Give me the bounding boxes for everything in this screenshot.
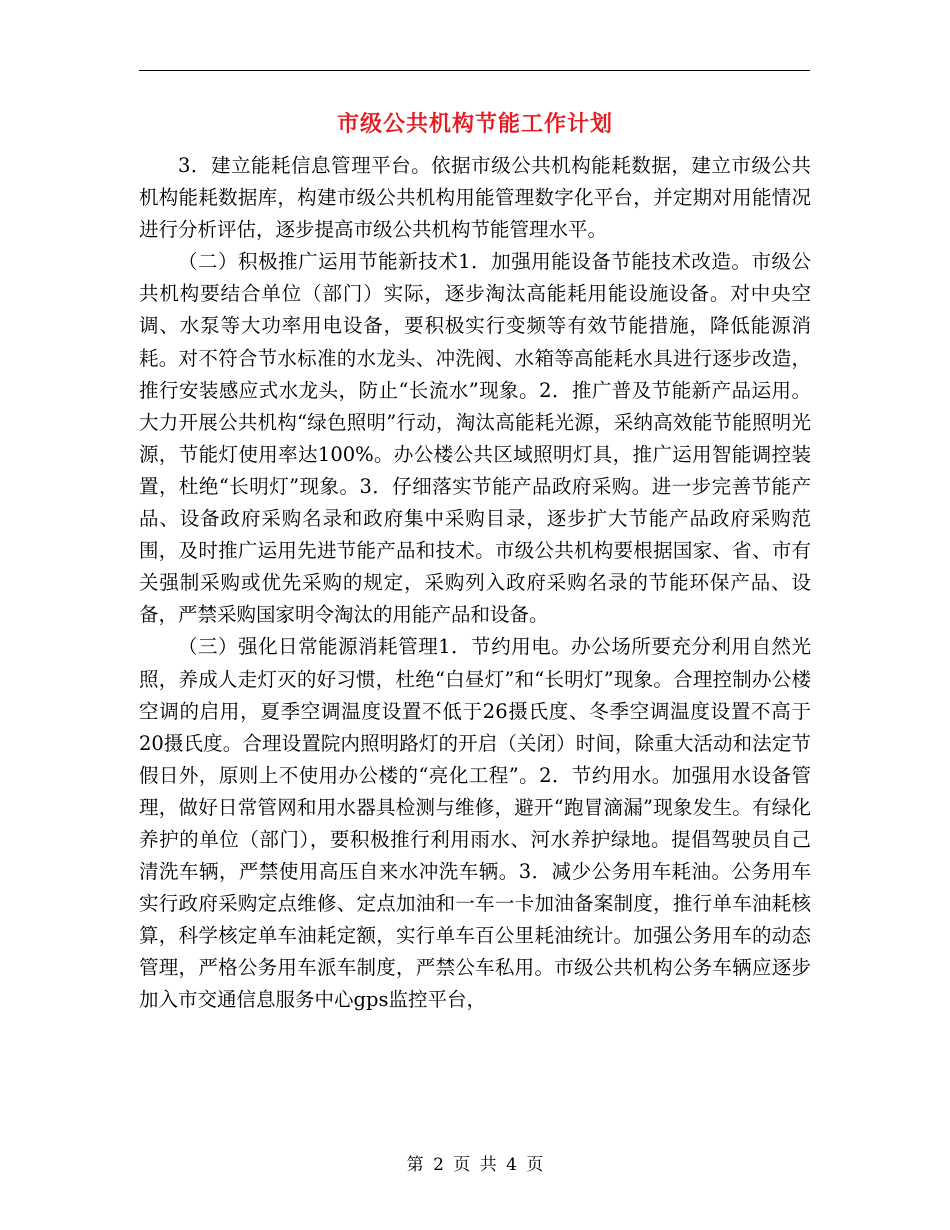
header-rule xyxy=(139,70,810,71)
paragraph-daily-management: （三）强化日常能源消耗管理1．节约用电。办公场所要充分利用自然光照，养成人走灯灭的好习惯，杜绝“白昼灯”和“长明灯”现象。合理控制办公楼空调的启用，夏季空调温度设置不低于26摄氏度、冬季空调温度设置不高于20摄氏度。合理设置院内照明路灯的开启（关闭）时间，除重大活动和法定节假日外，原则上不使用办公楼的“亮化工程”。2．节约用水。加强用水设备管理，做好日常管网和用水器具检测与维修，避开“跑冒滴漏”现象发生。有绿化养护的单位（部门），要积极推行利用雨水、河水养护绿地。提倡驾驶员自己清洗车辆，严禁使用高压自来水冲洗车辆。3．减少公务用车耗油。公务用车实行政府采购定点维修、定点加油和一车一卡加油备案制度，推行单车油耗核算，科学核定单车油耗定额，实行单车百公里耗油统计。加强公务用车的动态管理，严格公务用车派车制度，严禁公车私用。市级公共机构公务车辆应逐步加入市交通信息服务中心gps监控平台， xyxy=(139,635,811,1012)
paragraph-new-technology: （二）积极推广运用节能新技术1．加强用能设备节能技术改造。市级公共机构要结合单位（部门）实际，逐步淘汰高能耗用能设施设备。对中央空调、水泵等大功率用电设备，要积极实行变频等有效节能措施，降低能源消耗。对不符合节水标准的水龙头、冲洗阀、水箱等高能耗水具进行逐步改造，推行安装感应式水龙头，防止“长流水”现象。2．推广普及节能新产品运用。大力开展公共机构“绿色照明”行动，淘汰高能耗光源，采纳高效能节能照明光源，节能灯使用率达100%。办公楼公共区域照明灯具，推广运用智能调控装置，杜绝“长明灯”现象。3．仔细落实节能产品政府采购。进一步完善节能产品、设备政府采购名录和政府集中采购目录，逐步扩大节能产品政府采购范围，及时推广运用先进节能产品和技术。市级公共机构要根据国家、省、市有关强制采购或优先采购的规定，采购列入政府采购名录的节能环保产品、设备，严禁采购国家明令淘汰的用能产品和设备。 xyxy=(139,250,811,627)
paragraph-platform: 3．建立能耗信息管理平台。依据市级公共机构能耗数据，建立市级公共机构能耗数据库，构建市级公共机构用能管理数字化平台，并定期对用能情况进行分析评估，逐步提高市级公共机构节能管理水平。 xyxy=(139,154,811,242)
document-title: 市级公共机构节能工作计划 xyxy=(336,111,613,137)
document-body xyxy=(139,150,811,1017)
page-number-footer: 第 2 页 共 4 页 xyxy=(406,1155,544,1175)
